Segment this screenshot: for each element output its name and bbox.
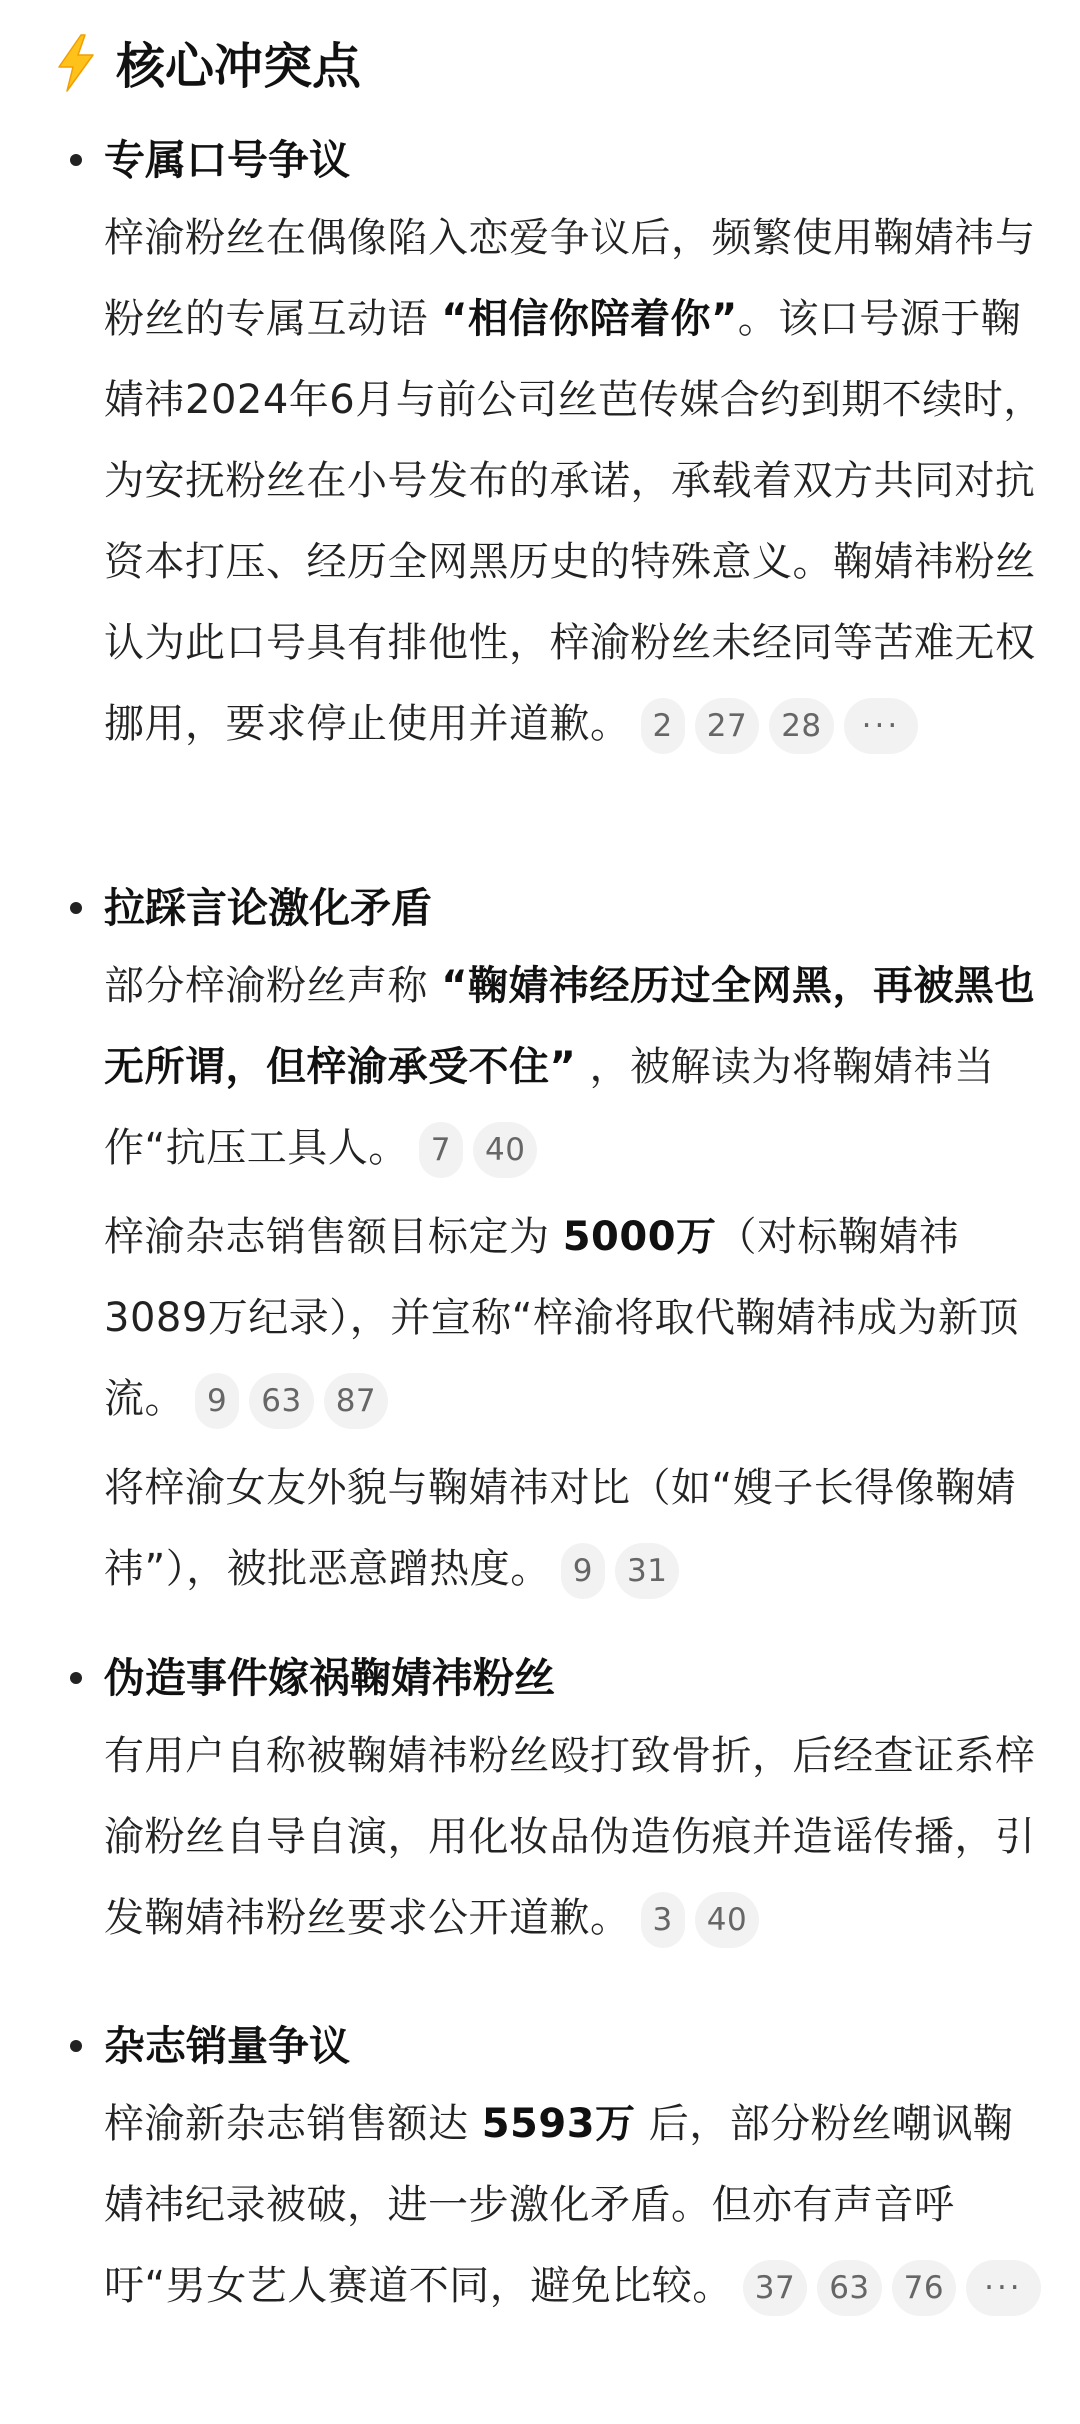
citation-chip[interactable]: 9 xyxy=(195,1373,239,1429)
section-title: 杂志销量争议 xyxy=(62,2016,1046,2076)
citation-chip[interactable]: 63 xyxy=(817,2260,881,2316)
citation-chip[interactable]: 3 xyxy=(641,1892,685,1948)
paragraph-text: 将梓渝女友外貌与鞠婧祎对比（如“嫂子长得像鞠婧祎”），被批恶意蹭热度。 xyxy=(104,1465,1017,1592)
more-citations-button[interactable]: ··· xyxy=(844,698,919,754)
section-slogan-dispute xyxy=(62,130,1046,765)
bullet-dot xyxy=(70,1672,82,1684)
paragraph-text: 梓渝粉丝在偶像陷入恋爱争议后，频繁使用鞠婧祎与粉丝的专属互动语 xyxy=(104,215,1036,342)
section-comparison-remarks xyxy=(62,878,1046,1610)
section-magazine-sales xyxy=(62,2016,1046,2327)
paragraph-text: 后，部分粉丝嘲讽鞠婧祎纪录被破，进一步激化矛盾。但亦有声音呼吁“男女艺人赛道不同，避免比较。 xyxy=(104,2101,1014,2309)
paragraph xyxy=(104,1448,1046,1610)
citation-chip[interactable]: 76 xyxy=(892,2260,956,2316)
bullet-dot xyxy=(70,2040,82,2052)
citation-group xyxy=(733,2263,1041,2309)
paragraph-text: 部分梓渝粉丝声称 xyxy=(104,963,442,1009)
citation-chip[interactable]: 31 xyxy=(615,1543,679,1599)
bullet-dot xyxy=(70,154,82,166)
section-title: 拉踩言论激化矛盾 xyxy=(62,878,1046,938)
citation-group xyxy=(185,1376,388,1422)
section-title: 专属口号争议 xyxy=(62,130,1046,190)
citation-chip[interactable]: 27 xyxy=(695,698,759,754)
emphasized-text: “相信你陪着你” xyxy=(441,296,738,342)
citation-chip[interactable]: 40 xyxy=(473,1122,537,1178)
paragraph xyxy=(104,946,1046,1189)
paragraph xyxy=(104,1197,1046,1440)
citation-chip[interactable]: 28 xyxy=(769,698,833,754)
paragraph xyxy=(104,2084,1046,2327)
bullet-dot xyxy=(70,902,82,914)
more-citations-button[interactable]: ··· xyxy=(966,2260,1041,2316)
citation-chip[interactable]: 2 xyxy=(641,698,685,754)
citation-group xyxy=(631,701,919,747)
section-heading xyxy=(54,30,361,96)
citation-chip[interactable]: 7 xyxy=(419,1122,463,1178)
paragraph-text: 。该口号源于鞠婧祎2024年6月与前公司丝芭传媒合约到期不续时，为安抚粉丝在小号发布的承诺，承载着双方共同对抗资本打压、经历全网黑历史的特殊意义。鞠婧祎粉丝认为此口号具有排他性，梓渝粉丝未经同等苦难无权挪用，要求停止使用并道歉。 xyxy=(104,296,1044,747)
citation-chip[interactable]: 40 xyxy=(695,1892,759,1948)
emphasized-text: 5000万 xyxy=(562,1214,717,1260)
lightning-icon xyxy=(54,34,98,92)
section-title: 伪造事件嫁祸鞠婧祎粉丝 xyxy=(62,1648,1046,1708)
paragraph-text: 梓渝杂志销售额目标定为 xyxy=(104,1214,563,1260)
heading-title: 核心冲突点 xyxy=(116,38,362,95)
paragraph-text: ，被解读为将鞠婧祎当作“抗压工具人。 xyxy=(104,1044,995,1171)
paragraph-text: （对标鞠婧祎3089万纪录），并宣称“梓渝将取代鞠婧祎成为新顶流。 xyxy=(104,1214,1020,1422)
paragraph-text: 梓渝新杂志销售额达 xyxy=(104,2101,482,2147)
emphasized-text: “鞠婧祎经历过全网黑，再被黑也无所谓，但梓渝承受不住” xyxy=(104,963,1036,1090)
paragraph xyxy=(104,1716,1046,1959)
citation-chip[interactable]: 87 xyxy=(324,1373,388,1429)
citation-chip[interactable]: 63 xyxy=(249,1373,313,1429)
citation-group xyxy=(551,1546,680,1592)
citation-chip[interactable]: 37 xyxy=(743,2260,807,2316)
citation-group xyxy=(631,1895,760,1941)
emphasized-text: 5593万 xyxy=(481,2101,636,2147)
section-fabricated-incident xyxy=(62,1648,1046,1959)
paragraph-text: 有用户自称被鞠婧祎粉丝殴打致骨折，后经查证系梓渝粉丝自导自演，用化妆品伪造伤痕并造谣传播，引发鞠婧祎粉丝要求公开道歉。 xyxy=(104,1733,1036,1941)
citation-chip[interactable]: 9 xyxy=(561,1543,605,1599)
citation-group xyxy=(409,1125,538,1171)
paragraph xyxy=(104,198,1046,765)
